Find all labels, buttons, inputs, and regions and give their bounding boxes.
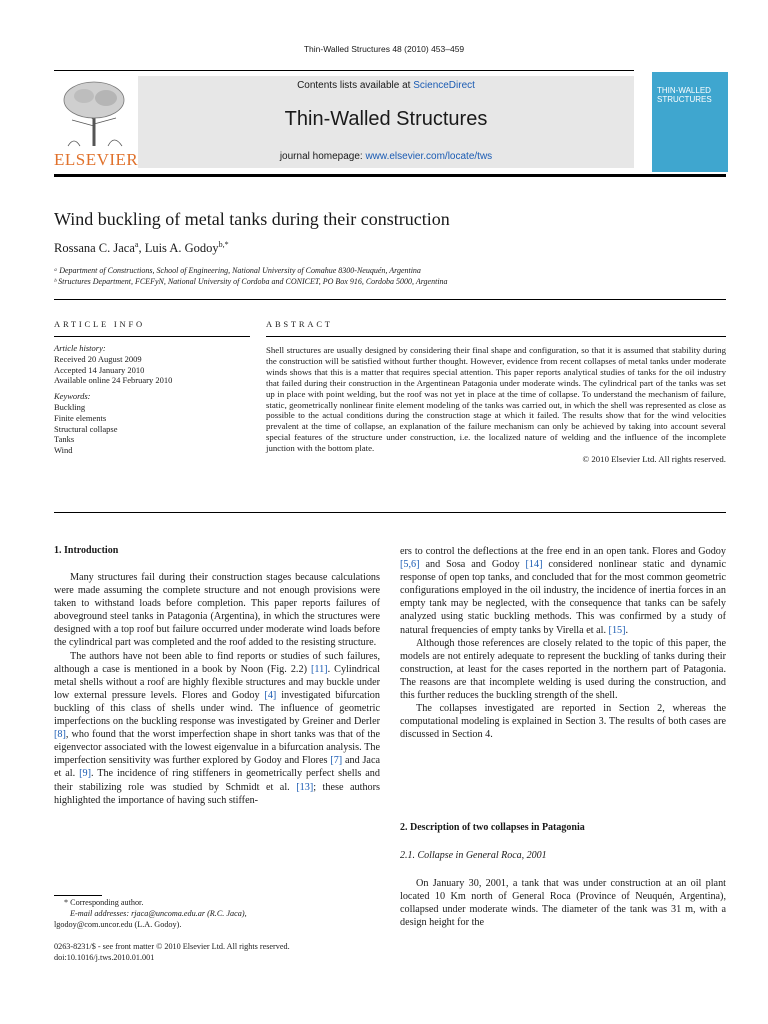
journal-title: Thin-Walled Structures: [284, 108, 488, 130]
text-run: ; these authors highlighted the importance of having such stiffen-: [54, 781, 380, 806]
homepage-link[interactable]: www.elsevier.com/locate/tws: [365, 151, 493, 162]
history-label: Article history:: [54, 343, 106, 353]
sciencedirect-link[interactable]: ScienceDirect: [413, 80, 475, 91]
issn-line: 0263-8231/$ - see front matter © 2010 Elsevier Ltd. All rights reserved.: [54, 942, 290, 951]
article-info: [54, 343, 250, 456]
footnote-emails: E-mail addresses: rjaca@uncoma.edu.ar (R.C. Jaca),: [70, 909, 247, 918]
citation-link[interactable]: [13]: [296, 781, 314, 793]
article-title: Wind buckling of metal tanks during their construction: [54, 209, 450, 229]
citation-link[interactable]: [15]: [608, 624, 626, 636]
section-2-1-heading: 2.1. Collapse in General Roca, 2001: [400, 850, 547, 861]
keyword: Wind: [54, 445, 73, 456]
author-1-sup: a: [134, 240, 139, 249]
text-run: investigated bifurcation buckling of this class of shells under wind. The influence of geometric imperfections on the buckling response was investigated by Greiner and Derler: [54, 689, 380, 728]
banner-rule: [54, 174, 726, 177]
abstract-copyright: © 2010 Elsevier Ltd. All rights reserved.: [582, 454, 726, 465]
text-run: and Sosa and Godoy: [419, 559, 526, 571]
abstract: [266, 345, 726, 465]
elsevier-wordmark: ELSEVIER: [54, 150, 139, 169]
paragraph: Many structures fail during their construction stages because calculations were made assuming the complete structure and not enough provisions were taken to withstand loads before completion. This paper reports failures of aboveground steel tanks in Patagonia (Argentina), in which the structures were designed with a top roof but failure occurred under moderate wind loads before the cylindrical part was completed and the roof added to the resisting structure.: [54, 572, 380, 649]
footnote-emails-cont: lgodoy@com.uncor.edu (L.A. Godoy).: [54, 920, 182, 929]
running-head: Thin-Walled Structures 48 (2010) 453–459: [303, 44, 465, 54]
right-column: [400, 545, 726, 741]
homepage-line: [138, 151, 634, 162]
paragraph: Although those references are closely related to the topic of this paper, the models are not entirely adequate to represent the buckling of tanks during their construction, at least for the cases reported in the northern part of Patagonia. The reasons are that incomplete welding is used during the construction, and this further reduces the buckling strength of the shell.: [400, 637, 726, 702]
section-2-1-text: [400, 877, 726, 929]
footnote-corresponding: * Corresponding author.: [64, 898, 144, 907]
author-2-sup: b,*: [218, 240, 229, 249]
author-1: Rossana C. Jaca: [54, 241, 135, 256]
top-rule: [54, 70, 634, 71]
paragraph: [400, 545, 726, 637]
abstract-heading: ABSTRACT: [266, 319, 333, 329]
paragraph: [54, 650, 380, 807]
abstract-text: Shell structures are usually designed by considering their final shape and configuration, so that it is assumed that stability during the construction will be satisfied without further thought. However, evidence from recent collapses of metal tanks under moderate winds shows that this is a matter that requires special attention. This paper reports analytical studies of tanks for the oil industry that failed during their construction in the Argentinean Patagonia under moderate winds. The cylindrical part of the tanks was set up in place with point welding, but the roof was not yet in place at the time of collapse. To understand the mechanism of failure, static, geometrically nonlinear finite element modeling of the tanks was carried out, in which the shell was represented as close as possible to the actual conditions during the construction stage at which it failed. The results show that for the wind velocities prevalent at the time of collapse, an explanation of the failure mechanism can only be achieved by taking into account several special features of the structure under construction, i.e. the localized nature of welding and the influence of the incomplete junction with the bottom plate.: [266, 345, 726, 454]
affiliation-a: ᵃ Department of Constructions, School of Engineering, National University of Comahue 8300-Neuquén, Argentina: [54, 266, 421, 275]
contents-prefix: Contents lists available at: [297, 80, 414, 91]
paragraph: On January 30, 2001, a tank that was under construction at an oil plant located 10 Km north of General Roca (Province of Neuquén, Argentina), collapsed under moderate winds. The diameter of the tank was 31 m, with a design height for the: [400, 878, 726, 929]
contents-line: [138, 80, 634, 91]
doi-line: doi:10.1016/j.tws.2010.01.001: [54, 953, 155, 962]
citation-link[interactable]: [11]: [310, 663, 328, 675]
citation-link[interactable]: [4]: [264, 689, 277, 701]
author-2: Luis A. Godoy: [144, 241, 219, 256]
title-rule: [54, 299, 726, 300]
citation-link[interactable]: [14]: [525, 559, 543, 571]
author-separator: ,: [138, 241, 145, 256]
footnote: [54, 897, 380, 930]
text-run: considered nonlinear static and dynamic response of open top tanks, and concluded that for the most common geometric configurations employed in the oil industry, the incidence of inertia forces in an empty tank may be neglected, with the consequence that tanks can be safely analyzed using static buckling methods. This was confirmed by a study of natural frequencies of empty tanks by Virella et al.: [400, 559, 726, 636]
cover-title: THIN-WALLED STRUCTURES: [657, 86, 712, 104]
homepage-prefix: journal homepage:: [279, 151, 366, 162]
left-column: [54, 571, 380, 807]
text-run: .: [625, 624, 629, 636]
received-date: Received 20 August 2009: [54, 353, 142, 364]
keyword: Structural collapse: [54, 423, 118, 434]
citation-link[interactable]: [8]: [54, 729, 66, 741]
section-1-heading: 1. Introduction: [54, 545, 119, 556]
citation-link[interactable]: [5,6]: [400, 559, 420, 571]
authors: [54, 240, 734, 256]
keywords-label: Keywords:: [54, 391, 91, 402]
section-2-heading: 2. Description of two collapses in Patagonia: [400, 822, 585, 833]
abstract-rule: [266, 336, 726, 337]
abstract-end-rule: [54, 512, 726, 513]
article-info-rule: [54, 336, 250, 337]
issn-block: [54, 941, 414, 963]
text-run: . The incidence of ring stiffeners in geometrically perfect shells and their stabilizing role was studied by Schmidt et al.: [54, 768, 380, 793]
keyword: Tanks: [54, 434, 75, 445]
accepted-date: Accepted 14 January 2010: [54, 364, 145, 375]
text-run: . Cylindrical metal shells without a roof are highly flexible structures and may buckle under low external pressure levels. Flores and Godoy: [54, 663, 380, 701]
online-date: Available online 24 February 2010: [54, 375, 173, 386]
paragraph: The collapses investigated are reported in Section 2, whereas the computational modeling is explained in Section 3. The results of both cases are discussed in Section 4.: [400, 703, 726, 741]
article-info-heading: ARTICLE INFO: [54, 319, 145, 329]
citation-link[interactable]: [7]: [330, 755, 343, 767]
footnote-rule: [54, 895, 102, 896]
text-run: ers to control the deflections at the free end in an open tank. Flores and Godoy: [400, 546, 726, 557]
keyword: Finite elements: [54, 412, 107, 423]
affiliation-b: ᵇ Structures Department, FCEFyN, National University of Cordoba and CONICET, PO Box 916, Cordoba 5000, Argentina: [54, 277, 448, 286]
text-run: The authors have not been able to find reports or studies of such failures, although a case is mentioned in a book by Noon (Fig. 2.2): [54, 650, 380, 675]
text-run: , who found that the worst imperfection shape in short tanks was that of the eigenvector associated with the lowest eigenvalue in a bifurcation analysis. The imperfection sensitivity was further explored by Godoy and Flores: [54, 729, 380, 767]
keyword: Buckling: [54, 401, 86, 412]
text-run: and Jaca et al.: [54, 755, 380, 780]
citation-link[interactable]: [9]: [79, 768, 91, 780]
